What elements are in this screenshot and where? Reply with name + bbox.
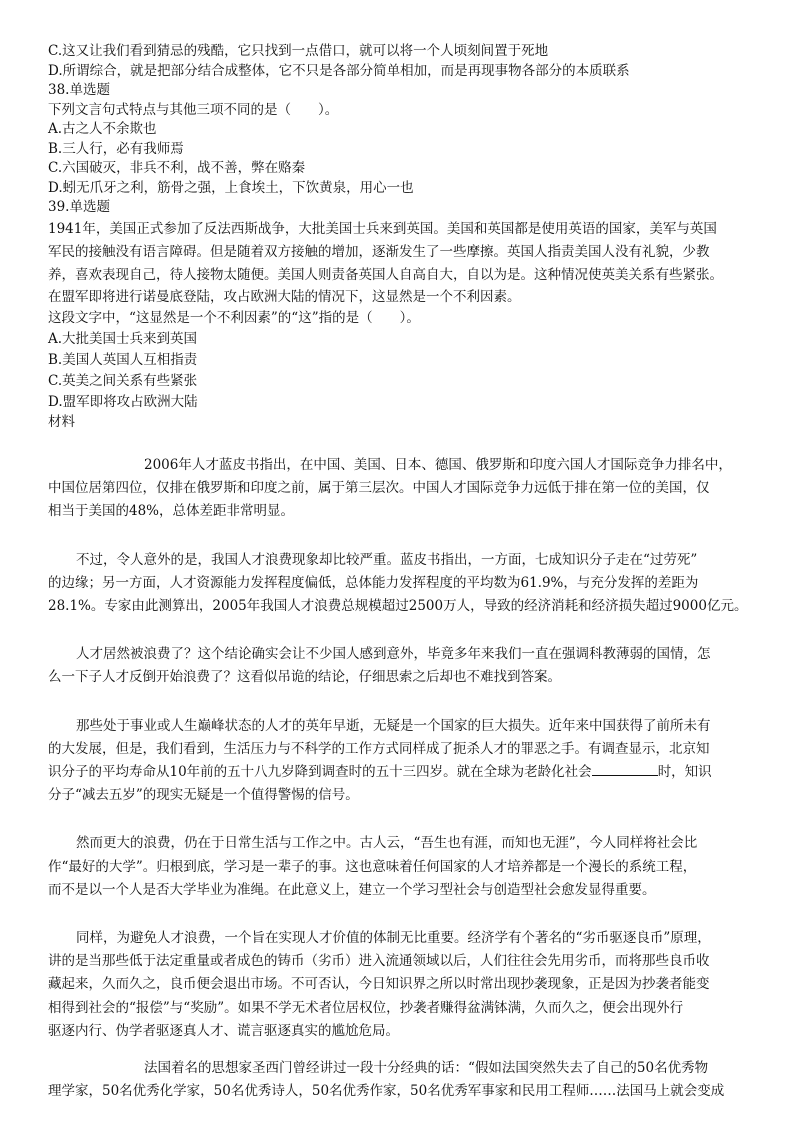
question-39-option-b: B.美国人英国人互相指责 — [48, 351, 198, 368]
paragraph-line-with-blank — [48, 761, 754, 784]
option-c-prev: C.这又让我们看到猜忌的残酷，它只找到一点借口，就可以将一个人顷刻间置于死地 — [48, 43, 549, 59]
paragraph-text: 识分子的平均寿命从10年前的五十八九岁降到调查时的五十三四岁。就在全球为老龄化社会 — [48, 764, 592, 781]
question-39-option-d: D.盟军即将攻占欧洲大陆 — [48, 393, 198, 410]
question-39-header: 39.单选题 — [48, 199, 110, 215]
paragraph-line: 同样，为避免人才浪费，一个旨在实现人才价值的体制无比重要。经济学有个著名的“劣币驱逐良币”原理， — [76, 930, 711, 947]
material-paragraph-6 — [48, 927, 754, 1043]
material-paragraph-4 — [48, 715, 754, 808]
material-paragraph-2 — [48, 549, 754, 619]
paragraph-line: 不过，令人意外的是，我国人才浪费现象却比较严重。蓝皮书指出，一方面，七成知识分子走在“过劳死” — [76, 551, 698, 568]
question-38-option-d: D.蚓无爪牙之利，筋骨之强，上食埃土，下饮黄泉，用心一也 — [48, 179, 414, 196]
material-paragraph-7 — [48, 1057, 754, 1103]
paragraph-line: 的边缘；另一方面，人才资源能力发挥程度偏低，总体能力发挥程度的平均数为61.9%，与充分发挥的差距为 — [48, 574, 699, 591]
paragraph-line: 驱逐内行、伪学者驱逐真人才、谎言驱逐真实的尴尬危局。 — [48, 1022, 399, 1039]
question-38-header: 38.单选题 — [48, 82, 110, 98]
paragraph-line: 而不是以一个人是否大学毕业为准绳。在此意义上，建立一个学习型社会与创造型社会愈发显得重要。 — [48, 881, 656, 898]
paragraph-line: 法国着名的思想家圣西门曾经讲过一段十分经典的话：“假如法国突然失去了自己的50名优秀物 — [144, 1060, 709, 1077]
paragraph-line: 中国位居第四位，仅排在俄罗斯和印度之前，属于第三层次。中国人才国际竞争力远低于排在第一位的美国，仅 — [48, 480, 710, 497]
paragraph-line: 28.1%。专家由此测算出，2005年我国人才浪费总规模超过2500万人，导致的经济消耗和经济损失超过9000亿元。 — [48, 598, 748, 615]
question-38-stem: 下列文言句式特点与其他三项不同的是（ ）。 — [48, 101, 339, 118]
paragraph-line: 么一下子人才反倒开始浪费了？这看似吊诡的结论，仔细思索之后却也不难找到答案。 — [48, 669, 561, 686]
material-label: 材料 — [48, 413, 75, 430]
paragraph-line: 相当于美国的48%，总体差距非常明显。 — [48, 503, 295, 520]
paragraph-line: 藏起来，久而久之，良币便会退出市场。不可否认，今日知识界之所以时常出现抄袭现象，正是因为抄袭者能变 — [48, 976, 710, 993]
question-39-stem: 这段文字中，“这显然是一个不利因素”的“这”指的是（ ）。 — [48, 309, 420, 326]
question-38-option-b: B.三人行，必有我师焉 — [48, 140, 184, 157]
paragraph-line: 人才居然被浪费了？这个结论确实会让不少国人感到意外，毕竟多年来我们一直在强调科教薄弱的国情，怎 — [76, 646, 711, 663]
question-39-passage-line: 在盟军即将进行诺曼底登陆，攻占欧洲大陆的情况下，这显然是一个不利因素。 — [48, 288, 521, 305]
material-paragraph-3 — [48, 643, 754, 689]
question-39-option-c: C.英美之间关系有些紧张 — [48, 372, 198, 389]
question-38-option-a: A.古之人不余欺也 — [48, 121, 157, 137]
paragraph-line: 2006年人才蓝皮书指出，在中国、美国、日本、德国、俄罗斯和印度六国人才国际竞争力排名中， — [144, 457, 732, 473]
material-paragraph-1 — [48, 454, 754, 524]
question-39-passage-line: 养，喜欢表现自己，待人接物太随便。美国人则责备英国人自高自大，自以为是。这种情况使英美关系有些紧张。 — [48, 266, 723, 283]
paragraph-line: 分子“减去五岁”的现实无疑是一个值得警惕的信号。 — [48, 787, 359, 804]
paragraph-line: 理学家，50名优秀化学家，50名优秀诗人，50名优秀作家，50名优秀军事家和民用工程师……法国马上就会变成 — [48, 1083, 725, 1100]
paragraph-line: 那些处于事业或人生巅峰状态的人才的英年早逝，无疑是一个国家的巨大损失。近年来中国获得了前所未有 — [76, 717, 711, 734]
material-paragraph-5 — [48, 832, 754, 902]
option-d-prev: D.所谓综合，就是把部分结合成整体，它不只是各部分简单相加，而是再现事物各部分的本质联系 — [48, 62, 630, 79]
question-38-option-c: C.六国破灭，非兵不利，战不善，弊在赂秦 — [48, 160, 306, 176]
paragraph-line: 作“最好的大学”。归根到底，学习是一辈子的事。这也意味着任何国家的人才培养都是一个漫长的系统工程， — [48, 858, 697, 875]
paragraph-line: 相得到社会的“报偿”与“奖励”。如果不学无术者位居权位，抄袭者赚得盆满钵满，久而久之，便会出现外行 — [48, 999, 684, 1016]
fill-in-blank — [592, 761, 658, 776]
paragraph-line: 然而更大的浪费，仍在于日常生活与工作之中。古人云，“吾生也有涯，而知也无涯”，今人同样将社会比 — [76, 835, 698, 852]
question-39-option-a: A.大批美国士兵来到英国 — [48, 330, 198, 347]
paragraph-line: 讲的是当那些低于法定重量或者成色的铸币（劣币）进入流通领域以后，人们往往会先用劣币，而将那些良币收 — [48, 953, 710, 970]
paragraph-line: 的大发展，但是，我们看到，生活压力与不科学的工作方式同样成了扼杀人才的罪恶之手。有调查显示，北京知 — [48, 740, 710, 757]
paragraph-text: 时，知识 — [657, 764, 712, 781]
question-39-passage-line: 1941年，美国正式参加了反法西斯战争，大批美国士兵来到英国。美国和英国都是使用英语的国家，美军与英国 — [48, 220, 717, 237]
question-39-passage-line: 军民的接触没有语言障碍。但是随着双方接触的增加，逐渐发生了一些摩擦。英国人指责美国人没有礼貌，少教 — [48, 243, 710, 260]
